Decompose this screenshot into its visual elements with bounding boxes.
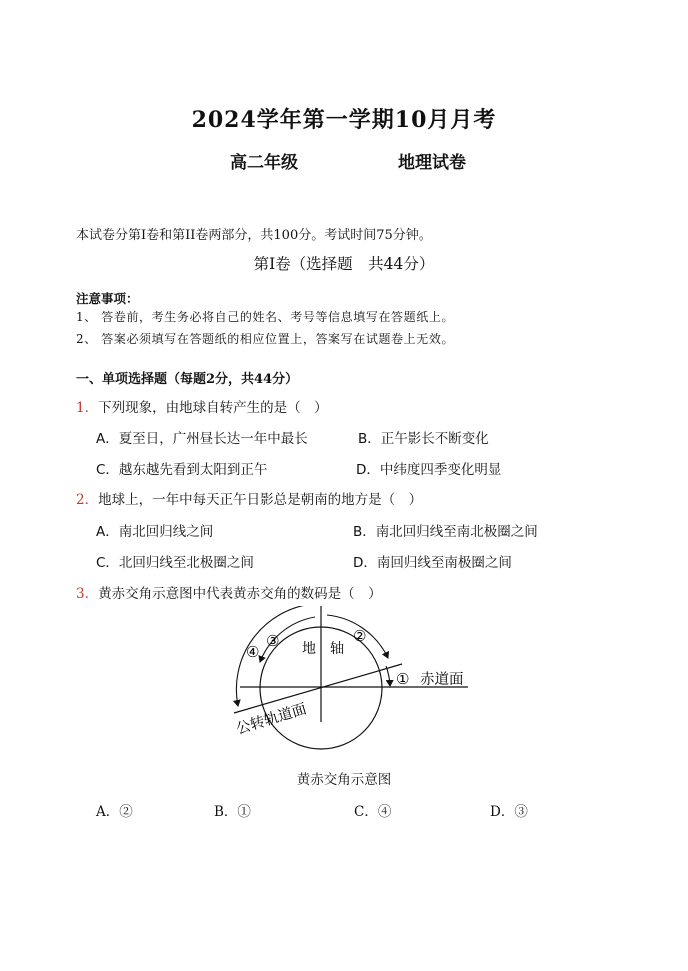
subject-label: 地理试卷 bbox=[398, 153, 466, 173]
exam-title: 2024学年第一学期10月月考 bbox=[191, 107, 497, 133]
question-2-option-c: C．北回归线至北极圈之间 bbox=[96, 555, 254, 571]
label-orbit-plane: 公转轨道面 bbox=[234, 701, 309, 738]
question-3-option-b: B．① bbox=[214, 804, 251, 820]
part-title: 一、单项选择题（每题2分，共44分） bbox=[76, 372, 299, 387]
question-text: 地球上，一年中每天正午日影总是朝南的地方是（ ） bbox=[98, 492, 423, 508]
question-text: 黄赤交角示意图中代表黄赤交角的数码是（ ） bbox=[98, 586, 382, 602]
question-3-option-c: C．④ bbox=[354, 804, 392, 820]
label-earth-axis: 地 轴 bbox=[302, 641, 344, 657]
figure-caption: 黄赤交角示意图 bbox=[296, 772, 392, 788]
question-2-stem bbox=[76, 488, 422, 508]
exam-intro: 本试卷分第I卷和第II卷两部分，共100分。考试时间75分钟。 bbox=[76, 228, 432, 243]
question-2-option-b: B．南北回归线至南北极圈之间 bbox=[353, 524, 538, 540]
question-1-option-a: A．夏至日，广州昼长达一年中最长 bbox=[96, 431, 308, 447]
label-angle-4: ④ bbox=[246, 643, 260, 661]
label-angle-3: ③ bbox=[266, 632, 280, 650]
section-title: 第I卷（选择题 共44分） bbox=[253, 255, 435, 273]
question-3-option-a: A．② bbox=[96, 804, 133, 820]
question-1-option-d: D．中纬度四季变化明显 bbox=[356, 462, 502, 478]
notice-item: 2、 答案必须填写在答题纸的相应位置上，答案写在试题卷上无效。 bbox=[76, 332, 455, 346]
question-2-option-a: A．南北回归线之间 bbox=[96, 524, 214, 540]
question-number: 3． bbox=[76, 586, 99, 602]
label-equator-plane: 赤道面 bbox=[420, 672, 464, 688]
notice-heading: 注意事项： bbox=[76, 291, 139, 306]
label-angle-1: ① bbox=[396, 670, 410, 688]
question-number: 1． bbox=[76, 400, 99, 416]
angle-1-arc bbox=[386, 666, 390, 686]
question-2-option-d: D．南回归线至南极圈之间 bbox=[353, 555, 512, 571]
question-number: 2． bbox=[76, 492, 99, 508]
question-text: 下列现象，由地球自转产生的是（ ） bbox=[98, 400, 328, 416]
question-1-option-c: C．越东越先看到太阳到正午 bbox=[96, 462, 268, 478]
notice-item: 1、 答卷前，考生务必将自己的姓名、考号等信息填写在答题纸上。 bbox=[76, 310, 455, 324]
grade-label: 高二年级 bbox=[230, 153, 298, 173]
obliquity-diagram bbox=[226, 606, 476, 764]
question-3-stem bbox=[76, 582, 382, 602]
question-3-option-d: D．③ bbox=[490, 804, 528, 820]
question-1-option-b: B．正午影长不断变化 bbox=[358, 431, 489, 447]
label-angle-2: ② bbox=[353, 627, 367, 645]
question-1-stem bbox=[76, 396, 328, 416]
orbit-line bbox=[234, 664, 402, 713]
